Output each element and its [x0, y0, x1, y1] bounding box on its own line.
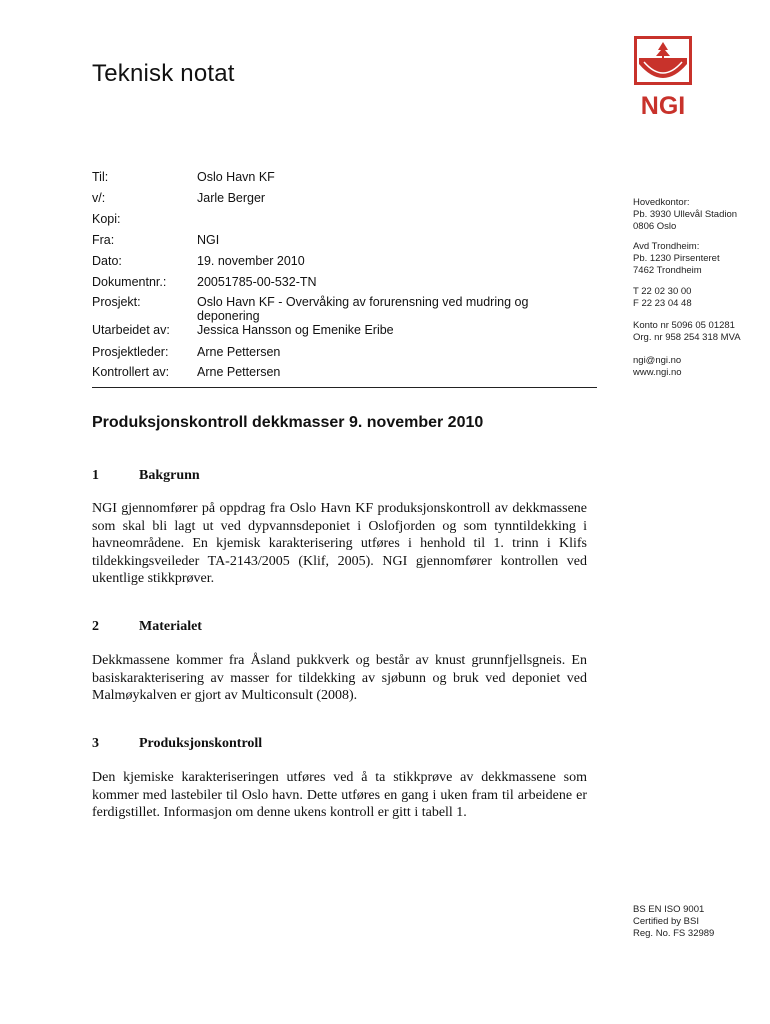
cert-line1: BS EN ISO 9001	[633, 904, 705, 915]
metadata-row-prosjektleder	[92, 345, 602, 365]
metadata-value: Oslo Havn KF	[197, 170, 275, 184]
metadata-key: v/:	[92, 191, 106, 205]
metadata-value: NGI	[197, 233, 220, 247]
contact-trondheim	[633, 241, 720, 277]
contact-fax: F 22 23 04 48	[633, 298, 692, 310]
metadata-row-fra	[92, 233, 602, 253]
contact-trd-label: Avd Trondheim:	[633, 241, 700, 252]
metadata-row-vo	[92, 191, 602, 211]
section-number: 3	[92, 736, 99, 751]
metadata-row-kontrollert	[92, 365, 602, 385]
metadata-value: Jarle Berger	[197, 191, 266, 205]
logo-text: NGI	[640, 92, 686, 118]
section-title-materialet: Materialet	[139, 619, 202, 634]
metadata-value: 19. november 2010	[197, 254, 305, 268]
metadata-row-dato	[92, 254, 602, 274]
contact-account-block	[633, 320, 741, 344]
metadata-key: Fra:	[92, 233, 115, 247]
document-title: Teknisk notat	[92, 60, 235, 87]
contact-trd-address2: 7462 Trondheim	[633, 265, 702, 277]
contact-trd-address1: Pb. 1230 Pirsenteret	[633, 253, 720, 265]
contact-hq	[633, 197, 737, 233]
certification-block	[633, 904, 714, 940]
section-title-produksjonskontroll: Produksjonskontroll	[139, 736, 263, 751]
cert-line2: Certified by BSI	[633, 916, 699, 928]
metadata-value: Jessica Hansson og Emenike Eribe	[197, 323, 394, 337]
contact-org: Org. nr 958 254 318 MVA	[633, 332, 741, 344]
section-paragraph-bakgrunn: NGI gjennomfører på oppdrag fra Oslo Havn KF produksjonskontroll av dekkmassene som skal bli lagt ut ved dypvannsdeponiet i Oslofjorden og som tynntildekking i havneområdene. En kjemisk karakterisering utføres i henhold til 1. trinn i Klifs tildekkingsveileder TA-2143/2005 (Klif, 2005). NGI gjennomfører kontrollen ved ukentlige stikkprøver.	[92, 501, 587, 586]
contact-phone: T 22 02 30 00	[633, 286, 692, 297]
metadata-key: Kopi:	[92, 212, 121, 226]
metadata-value: 20051785-00-532-TN	[197, 275, 317, 289]
metadata-row-utarbeidet	[92, 323, 602, 343]
metadata-value: Arne Pettersen	[197, 345, 281, 359]
metadata-value: Oslo Havn KF - Overvåking av forurensning ved mudring og deponering	[197, 295, 529, 324]
contact-online-block	[633, 355, 682, 379]
metadata-key: Dato:	[92, 254, 122, 268]
metadata-key: Kontrollert av:	[92, 365, 170, 379]
contact-account: Konto nr 5096 05 01281	[633, 320, 735, 331]
cert-line3: Reg. No. FS 32989	[633, 928, 715, 940]
metadata-value: Arne Pettersen	[197, 365, 281, 379]
contact-web: www.ngi.no	[633, 367, 682, 379]
section-number: 2	[92, 619, 99, 634]
contact-hq-address2: 0806 Oslo	[633, 221, 677, 233]
metadata-row-kopi	[92, 212, 602, 232]
metadata-key: Til:	[92, 170, 109, 184]
metadata-key: Dokumentnr.:	[92, 275, 167, 289]
memo-heading: Produksjonskontroll dekkmasser 9. november 2010	[92, 414, 484, 431]
contact-email: ngi@ngi.no	[633, 355, 682, 366]
ngi-logo	[634, 36, 692, 118]
contact-hq-label: Hovedkontor:	[633, 197, 690, 208]
metadata-row-dokumentnr	[92, 275, 602, 295]
header-divider	[92, 387, 597, 388]
section-title-bakgrunn: Bakgrunn	[139, 468, 200, 483]
metadata-key: Prosjektleder:	[92, 345, 169, 359]
section-number: 1	[92, 468, 99, 483]
metadata-key: Utarbeidet av:	[92, 323, 170, 337]
section-paragraph-produksjonskontroll: Den kjemiske karakteriseringen utføres ved å ta stikkprøve av dekkmassene som kommer med lastebiler til Oslo havn. Dette utføres en gang i uken fram til arbeidene er ferdigstillet. Informasjon om denne ukens kontroll er gitt i tabell 1.	[92, 770, 587, 820]
section-paragraph-materialet: Dekkmassene kommer fra Åsland pukkverk og består av knust grunnfjellsgneis. En basiskarakterisering av masser for tildekking av sjøbunn og bruk ved deponiet ved Malmøykalven er gjort av Multiconsult (2008).	[92, 653, 587, 703]
contact-phone-block	[633, 286, 692, 310]
metadata-row-prosjekt	[92, 295, 602, 325]
metadata-row-til	[92, 170, 602, 190]
ngi-logo-icon	[634, 36, 692, 118]
metadata-key: Prosjekt:	[92, 295, 141, 309]
contact-hq-address1: Pb. 3930 Ullevål Stadion	[633, 209, 738, 221]
